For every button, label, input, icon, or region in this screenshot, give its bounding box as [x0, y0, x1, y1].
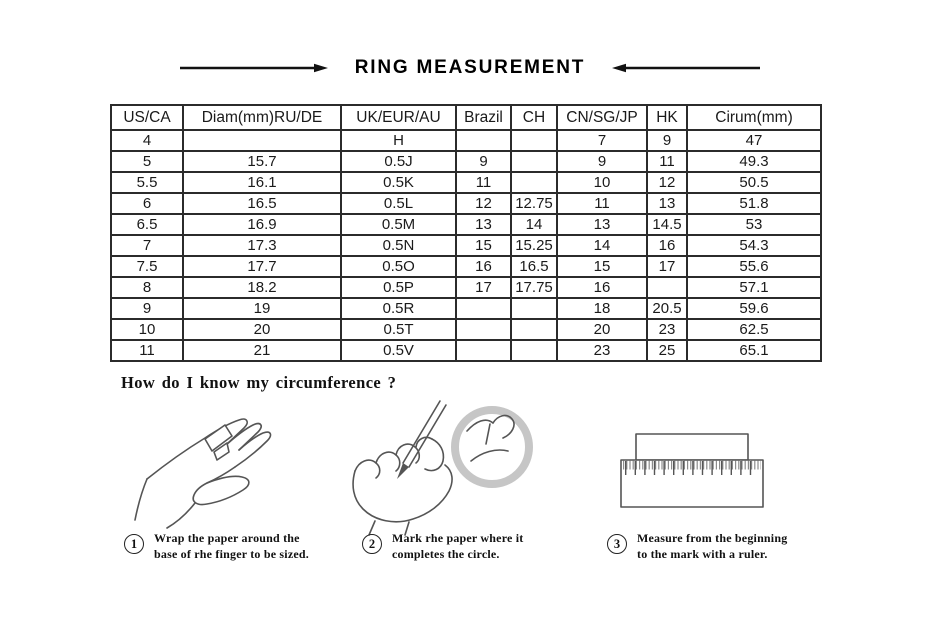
size-cell: 16.5	[183, 193, 341, 214]
step-2-caption	[362, 531, 552, 562]
size-cell: 57.1	[687, 277, 821, 298]
size-cell: 11	[647, 151, 687, 172]
size-cell: 10	[111, 319, 183, 340]
size-cell: 18	[557, 298, 647, 319]
size-cell	[456, 319, 511, 340]
size-cell: 15.7	[183, 151, 341, 172]
size-cell: 11	[111, 340, 183, 361]
size-cell: 65.1	[687, 340, 821, 361]
size-cell: 4	[111, 130, 183, 151]
ring-size-table	[110, 104, 822, 362]
page-title: RING MEASUREMENT	[354, 57, 586, 78]
size-cell: 50.5	[687, 172, 821, 193]
size-cell: 6.5	[111, 214, 183, 235]
hand-paper-wrap-illustration	[133, 405, 323, 530]
size-cell: 20	[557, 319, 647, 340]
size-cell: 0.5N	[341, 235, 456, 256]
size-cell: 20	[183, 319, 341, 340]
size-cell: 9	[456, 151, 511, 172]
ruler-measure-illustration	[612, 427, 772, 517]
table-row	[111, 277, 821, 298]
size-cell: 0.5O	[341, 256, 456, 277]
size-cell: 49.3	[687, 151, 821, 172]
size-cell: 7	[111, 235, 183, 256]
size-cell: 16.5	[511, 256, 557, 277]
size-cell: 53	[687, 214, 821, 235]
size-cell: H	[341, 130, 456, 151]
size-cell: 23	[557, 340, 647, 361]
size-cell: 12	[456, 193, 511, 214]
size-cell: 0.5J	[341, 151, 456, 172]
size-cell: 15	[557, 256, 647, 277]
table-row	[111, 340, 821, 361]
size-cell: 16	[557, 277, 647, 298]
size-cell: 0.5M	[341, 214, 456, 235]
size-cell: 11	[456, 172, 511, 193]
size-cell: 13	[456, 214, 511, 235]
size-cell: 9	[111, 298, 183, 319]
size-cell: 14.5	[647, 214, 687, 235]
size-cell: 16.1	[183, 172, 341, 193]
size-cell: 14	[557, 235, 647, 256]
paper-strip	[636, 434, 748, 460]
table-row	[111, 193, 821, 214]
size-cell: 9	[647, 130, 687, 151]
table-row	[111, 256, 821, 277]
size-cell: 17.7	[183, 256, 341, 277]
size-cell: 19	[183, 298, 341, 319]
size-cell: 10	[557, 172, 647, 193]
table-row	[111, 214, 821, 235]
size-cell: 7.5	[111, 256, 183, 277]
size-cell: 0.5V	[341, 340, 456, 361]
size-cell: 17.75	[511, 277, 557, 298]
size-cell: 54.3	[687, 235, 821, 256]
size-cell	[456, 298, 511, 319]
size-cell	[183, 130, 341, 151]
size-cell: 0.5L	[341, 193, 456, 214]
size-cell: 15.25	[511, 235, 557, 256]
step-3-number-badge: 3	[607, 534, 627, 554]
size-cell: 12.75	[511, 193, 557, 214]
title-row	[0, 54, 940, 82]
size-cell: 18.2	[183, 277, 341, 298]
size-cell	[456, 340, 511, 361]
size-cell: 0.5T	[341, 319, 456, 340]
size-cell: 7	[557, 130, 647, 151]
column-header: CN/SG/JP	[557, 105, 647, 130]
size-cell: 13	[647, 193, 687, 214]
column-header: CH	[511, 105, 557, 130]
column-header: Cirum(mm)	[687, 105, 821, 130]
table-row	[111, 172, 821, 193]
size-cell: 16	[647, 235, 687, 256]
size-cell: 47	[687, 130, 821, 151]
step-3-text: Measure from the beginning to the mark with a ruler.	[637, 531, 788, 561]
size-cell: 5	[111, 151, 183, 172]
size-cell	[456, 130, 511, 151]
column-header: US/CA	[111, 105, 183, 130]
step-1-caption	[124, 531, 344, 562]
size-cell: 17	[456, 277, 511, 298]
size-cell	[647, 277, 687, 298]
size-cell: 13	[557, 214, 647, 235]
size-cell: 23	[647, 319, 687, 340]
hand-pen-mark-illustration	[345, 397, 550, 537]
size-cell: 6	[111, 193, 183, 214]
size-cell: 17	[647, 256, 687, 277]
size-cell: 20.5	[647, 298, 687, 319]
circumference-heading: How do I know my circumference ?	[121, 373, 397, 392]
size-cell: 5.5	[111, 172, 183, 193]
size-cell: 8	[111, 277, 183, 298]
size-cell	[511, 172, 557, 193]
size-cell: 12	[647, 172, 687, 193]
size-cell: 21	[183, 340, 341, 361]
size-cell: 14	[511, 214, 557, 235]
right-arrow-line	[611, 62, 761, 74]
column-header: Diam(mm)RU/DE	[183, 105, 341, 130]
column-header: UK/EUR/AU	[341, 105, 456, 130]
size-cell: 0.5P	[341, 277, 456, 298]
size-cell: 17.3	[183, 235, 341, 256]
size-cell: 51.8	[687, 193, 821, 214]
column-header: HK	[647, 105, 687, 130]
step-1-number-badge: 1	[124, 534, 144, 554]
size-cell: 55.6	[687, 256, 821, 277]
size-cell: 16	[456, 256, 511, 277]
size-cell	[511, 319, 557, 340]
table-row	[111, 319, 821, 340]
size-cell: 59.6	[687, 298, 821, 319]
table-row	[111, 298, 821, 319]
size-cell	[511, 340, 557, 361]
step-2-number-badge: 2	[362, 534, 382, 554]
size-cell: 9	[557, 151, 647, 172]
size-cell	[511, 298, 557, 319]
size-cell	[511, 130, 557, 151]
size-cell: 15	[456, 235, 511, 256]
size-cell: 11	[557, 193, 647, 214]
size-cell: 25	[647, 340, 687, 361]
size-cell: 0.5K	[341, 172, 456, 193]
column-header: Brazil	[456, 105, 511, 130]
step-1-text: Wrap the paper around the base of rhe finger to be sized.	[154, 531, 309, 561]
table-row	[111, 130, 821, 151]
size-cell	[511, 151, 557, 172]
size-cell: 62.5	[687, 319, 821, 340]
size-cell: 16.9	[183, 214, 341, 235]
left-arrow-line	[179, 62, 329, 74]
magnifier-circle	[455, 410, 529, 484]
table-row	[111, 235, 821, 256]
step-2-text: Mark rhe paper where it completes the circle.	[392, 531, 524, 561]
size-cell: 0.5R	[341, 298, 456, 319]
header-row	[111, 105, 821, 130]
step-3-caption	[607, 531, 822, 562]
table-row	[111, 151, 821, 172]
